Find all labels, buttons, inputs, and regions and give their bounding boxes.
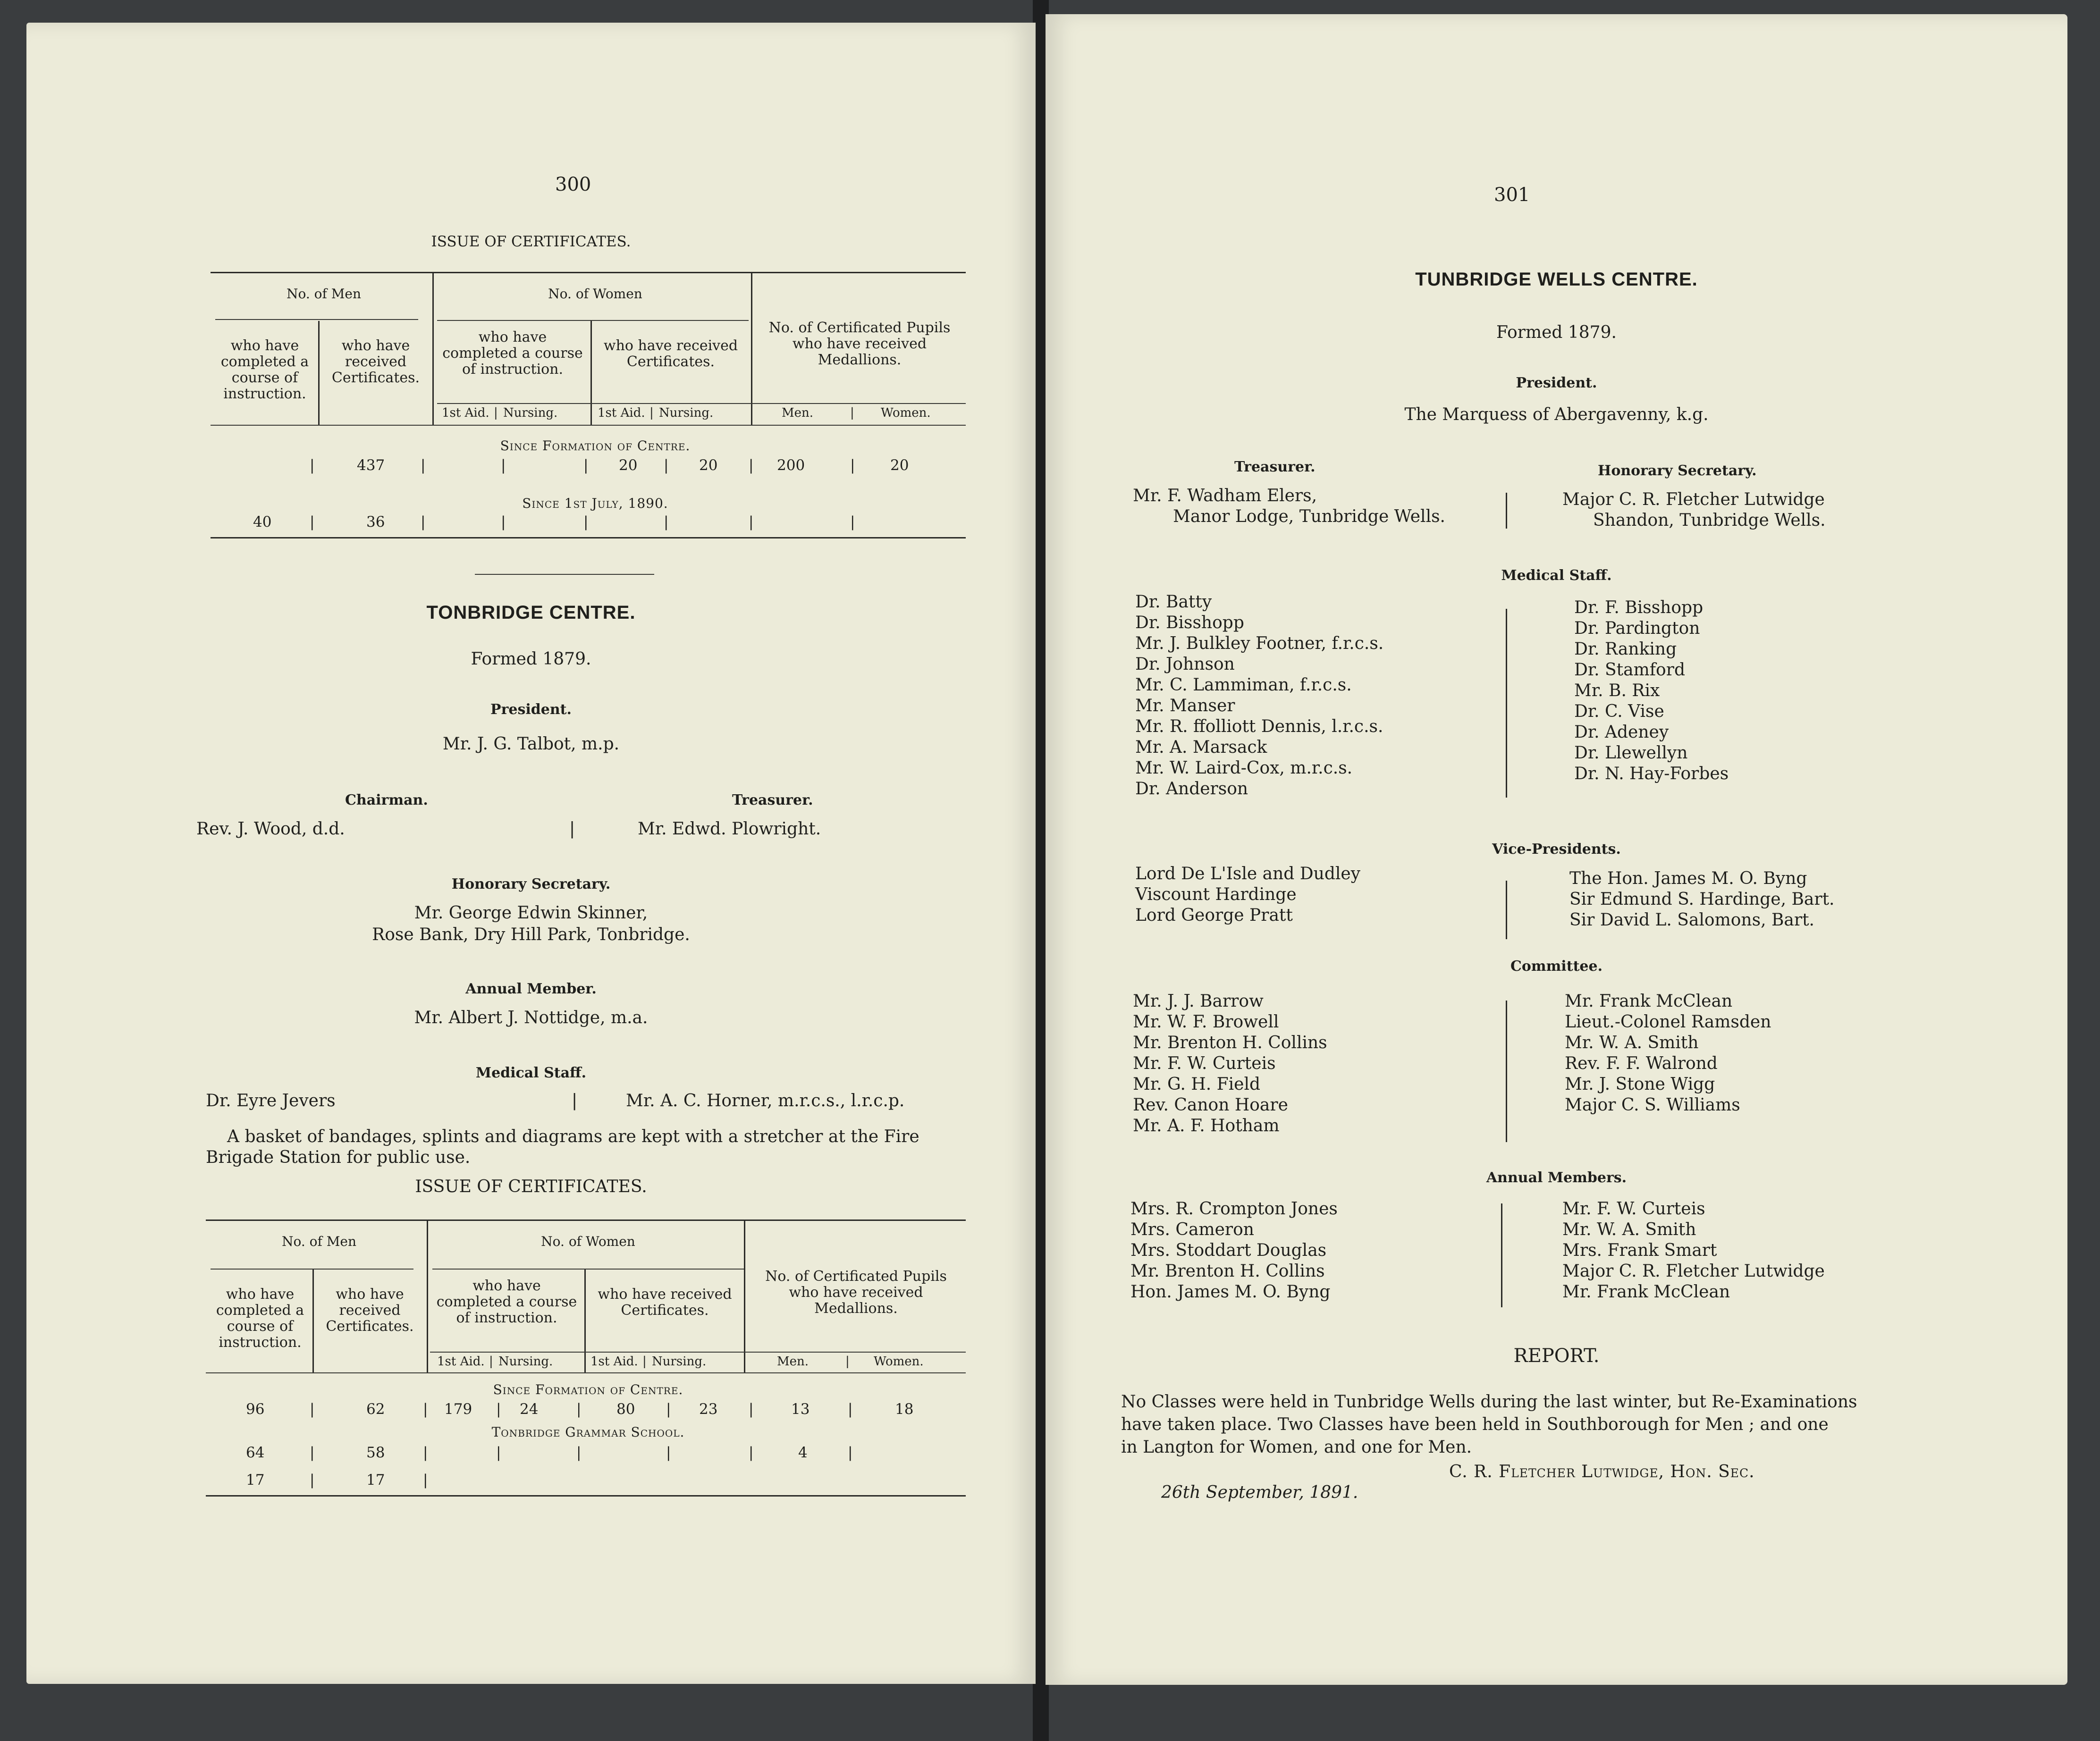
list-item: Dr. Stamford bbox=[1574, 660, 1685, 680]
list-item: Mr. Brenton H. Collins bbox=[1130, 1262, 1325, 1281]
header-men: Men. bbox=[777, 1354, 809, 1369]
hon-sec-name: Mr. George Edwin Skinner, bbox=[414, 903, 648, 923]
list-item: Mrs. R. Crompton Jones bbox=[1130, 1199, 1338, 1219]
header-no-of-women: No. of Women bbox=[541, 1234, 635, 1249]
header-men-completed: who have completed a course of instruction. bbox=[220, 337, 309, 402]
left-page: 300 ISSUE OF CERTIFICATES. No. of Men No. of Women who have completed a course of instruction. who have received Certificates. who have completed a course of instruction. who have received Certificates. No. of Certificated Pupils who have received Medallions. 1st Aid. | Nursing. 1st Aid. | Nursing. Men. | Women. Since Formation of Centre. | 437 | | | 20 | 20 | 200 | 20 Since 1st July, 1890. 40 | 36 | | | | | | TONBRIDGE CENTRE. Formed 1879. President. Mr. J. G. Talbot, m.p. Chairman. Treasurer. Rev. J. Wood, d.d. | Mr. Edwd. Plowright. Honorary Secretary. Mr. George Edwin Skinner, Rose Bank, Dry Hill Park, Tonbridge. Annual Member. Mr. Albert J. Nottidge, m.a. Medical Staff. Dr. Eyre Jevers | Mr. A. C. Horner, m.r.c.s., l.r.c.p. A basket of bandages, splints and diagrams are kept with a stretcher at the Fire Brigade Station for public use. ISSUE OF CERTIFICATES. No. of Men No. of Women who have completed a course of instruction. who have received Certificates. who have completed a course of instruction. who have received Certificates. No. of Certificated Pupils who have received Medallions. 1st Aid. | Nursing. 1st Aid. | Nursing. Men. | Women. Since Formation of Centre. 96 | 62 | 179 | 24 | 80 | 23 | 13 | 18 Tonbridge Grammar School. 64 | 58 | | | | | 4 | 17 | 17 | bbox=[26, 23, 1036, 1684]
treasurer-address: Manor Lodge, Tunbridge Wells. bbox=[1173, 507, 1446, 526]
annual-members-label: Annual Members. bbox=[1486, 1169, 1627, 1186]
header-nursing: Nursing. bbox=[659, 406, 714, 420]
hon-sec-address: Rose Bank, Dry Hill Park, Tonbridge. bbox=[372, 925, 690, 944]
header-first-aid: 1st Aid. bbox=[590, 1354, 638, 1369]
committee-label: Committee. bbox=[1510, 958, 1603, 975]
chairman-name: Rev. J. Wood, d.d. bbox=[196, 819, 345, 839]
list-item: Mr. W. F. Browell bbox=[1133, 1012, 1279, 1032]
header-men-received: who have received Certificates. bbox=[331, 337, 420, 386]
cell: 58 bbox=[366, 1444, 385, 1461]
medical-staff-right: Mr. A. C. Horner, m.r.c.s., l.r.c.p. bbox=[626, 1091, 905, 1110]
header-women-received: who have received Certificates. bbox=[598, 1286, 732, 1319]
list-item: Rev. Canon Hoare bbox=[1133, 1095, 1288, 1115]
list-item: Mr. R. ffolliott Dennis, l.r.c.s. bbox=[1135, 717, 1383, 736]
page-number: 301 bbox=[1494, 184, 1530, 206]
section-title: TUNBRIDGE WELLS CENTRE. bbox=[1415, 269, 1698, 290]
list-item: Mrs. Stoddart Douglas bbox=[1130, 1241, 1327, 1260]
note-line: Brigade Station for public use. bbox=[206, 1148, 471, 1167]
cell: 20 bbox=[699, 457, 718, 474]
list-item: Mr. J. J. Barrow bbox=[1133, 992, 1264, 1011]
president-name: The Marquess of Abergavenny, k.g. bbox=[1404, 405, 1709, 424]
list-item: Major C. S. Williams bbox=[1565, 1095, 1740, 1115]
list-item: Mr. A. Marsack bbox=[1135, 738, 1267, 757]
header-no-of-men: No. of Men bbox=[281, 1234, 357, 1249]
row-label-school: Tonbridge Grammar School. bbox=[491, 1424, 685, 1440]
list-item: Mr. W. A. Smith bbox=[1565, 1033, 1699, 1052]
cell: 17 bbox=[366, 1472, 385, 1489]
president-label: President. bbox=[1516, 375, 1597, 391]
cell: 20 bbox=[619, 457, 638, 474]
list-item: Mr. W. Laird-Cox, m.r.c.s. bbox=[1135, 758, 1353, 778]
right-page bbox=[1046, 14, 2067, 1685]
medical-staff-right-list bbox=[1574, 597, 1729, 784]
list-item: Hon. James M. O. Byng bbox=[1130, 1282, 1331, 1302]
cell: 24 bbox=[520, 1401, 539, 1418]
committee-right-list bbox=[1565, 991, 1771, 1116]
treasurer-label: Treasurer. bbox=[732, 792, 813, 808]
list-item: Sir Edmund S. Hardinge, Bart. bbox=[1569, 890, 1835, 909]
header-men-completed: who have completed a course of instruction. bbox=[216, 1286, 304, 1351]
list-item: Mr. J. Stone Wigg bbox=[1565, 1075, 1715, 1094]
hon-sec-address: Shandon, Tunbridge Wells. bbox=[1593, 511, 1826, 530]
report-line: in Langton for Women, and one for Men. bbox=[1121, 1438, 1472, 1457]
note-line: A basket of bandages, splints and diagrams are kept with a stretcher at the Fire bbox=[227, 1127, 919, 1146]
report-line: No Classes were held in Tunbridge Wells during the last winter, but Re-Examinations bbox=[1121, 1392, 1857, 1412]
vice-presidents-label: Vice-Presidents. bbox=[1492, 841, 1621, 858]
list-item: Rev. F. F. Walrond bbox=[1565, 1054, 1718, 1073]
header-first-aid: 1st Aid. bbox=[437, 1354, 485, 1369]
list-item: Mrs. Cameron bbox=[1130, 1220, 1254, 1239]
list-item: Mr. J. Bulkley Footner, f.r.c.s. bbox=[1135, 634, 1384, 653]
header-no-of-men: No. of Men bbox=[286, 286, 362, 302]
treasurer-label: Treasurer. bbox=[1234, 459, 1316, 475]
header-first-aid: 1st Aid. bbox=[598, 406, 645, 420]
cell: 62 bbox=[366, 1401, 385, 1418]
annual-member-name: Mr. Albert J. Nottidge, m.a. bbox=[414, 1008, 648, 1027]
header-nursing: Nursing. bbox=[652, 1354, 707, 1369]
report-line: have taken place. Two Classes have been held in Southborough for Men ; and one bbox=[1121, 1415, 1829, 1434]
cell: 20 bbox=[890, 457, 909, 474]
medical-staff-left-list bbox=[1135, 592, 1383, 799]
cell: 96 bbox=[246, 1401, 265, 1418]
header-men-received: who have received Certificates. bbox=[326, 1286, 414, 1335]
list-item: Mr. A. F. Hotham bbox=[1133, 1116, 1280, 1135]
treasurer-name: Mr. F. Wadham Elers, bbox=[1133, 486, 1317, 505]
list-item: Lieut.-Colonel Ramsden bbox=[1565, 1012, 1771, 1032]
cell: 200 bbox=[777, 457, 805, 474]
list-item: Mr. C. Lammiman, f.r.c.s. bbox=[1135, 675, 1352, 695]
list-item: Mr. W. A. Smith bbox=[1562, 1220, 1696, 1239]
committee-left-list bbox=[1133, 991, 1327, 1136]
list-item: Viscount Hardinge bbox=[1135, 885, 1297, 904]
report-date: 26th September, 1891. bbox=[1161, 1483, 1358, 1502]
list-item: Mr. F. W. Curteis bbox=[1562, 1199, 1705, 1219]
signature: C. R. Fletcher Lutwidge, Hon. Sec. bbox=[1449, 1462, 1755, 1481]
header-women: Women. bbox=[881, 406, 931, 420]
header-women-completed: who have completed a course of instruction. bbox=[442, 329, 583, 378]
list-item: Dr. Adeney bbox=[1574, 723, 1669, 742]
list-item: Dr. Ranking bbox=[1574, 639, 1677, 659]
annual-member-label: Annual Member. bbox=[465, 981, 597, 997]
chairman-label: Chairman. bbox=[345, 792, 428, 808]
header-nursing: Nursing. bbox=[498, 1354, 553, 1369]
cell: 179 bbox=[444, 1401, 472, 1418]
medical-staff-left: Dr. Eyre Jevers bbox=[206, 1091, 336, 1110]
list-item: Lord George Pratt bbox=[1135, 906, 1293, 925]
list-item: Major C. R. Fletcher Lutwidge bbox=[1562, 1262, 1825, 1281]
cell: 36 bbox=[366, 513, 385, 530]
row-label-since-july: Since 1st July, 1890. bbox=[522, 496, 668, 511]
list-item: Mr. Brenton H. Collins bbox=[1133, 1033, 1327, 1052]
header-men: Men. bbox=[782, 406, 814, 420]
hon-sec-label: Honorary Secretary. bbox=[1598, 463, 1757, 479]
header-women-completed: who have completed a course of instruction. bbox=[436, 1278, 577, 1326]
vice-presidents-left-list bbox=[1135, 864, 1360, 926]
report-title: REPORT. bbox=[1513, 1345, 1600, 1367]
header-women: Women. bbox=[874, 1354, 924, 1369]
header-first-aid: 1st Aid. bbox=[442, 406, 489, 420]
list-item: Dr. Llewellyn bbox=[1574, 743, 1688, 763]
medical-staff-label: Medical Staff. bbox=[475, 1065, 587, 1081]
formed-date: Formed 1879. bbox=[471, 649, 591, 669]
list-item: Mr. F. W. Curteis bbox=[1133, 1054, 1276, 1073]
list-item: Dr. Bisshopp bbox=[1135, 613, 1244, 632]
list-item: Mr. G. H. Field bbox=[1133, 1075, 1260, 1094]
list-item: Mr. Manser bbox=[1135, 696, 1235, 715]
list-item: Dr. N. Hay-Forbes bbox=[1574, 764, 1729, 783]
issue-title: ISSUE OF CERTIFICATES. bbox=[431, 233, 631, 250]
medical-staff-label: Medical Staff. bbox=[1501, 567, 1612, 584]
page-number: 300 bbox=[555, 174, 591, 195]
cell: 437 bbox=[357, 457, 385, 474]
row-label-since-formation: Since Formation of Centre. bbox=[493, 1382, 683, 1397]
vice-presidents-right-list bbox=[1569, 868, 1835, 931]
cell: 18 bbox=[895, 1401, 914, 1418]
section-title: TONBRIDGE CENTRE. bbox=[426, 602, 636, 623]
list-item: Dr. Pardington bbox=[1574, 619, 1700, 638]
cell: 40 bbox=[253, 513, 272, 530]
cell: 13 bbox=[791, 1401, 810, 1418]
header-women-received: who have received Certificates. bbox=[603, 337, 738, 370]
annual-members-left-list bbox=[1130, 1199, 1338, 1303]
list-item: Sir David L. Salomons, Bart. bbox=[1569, 910, 1814, 930]
list-item: The Hon. James M. O. Byng bbox=[1569, 869, 1807, 888]
list-item: Lord De L'Isle and Dudley bbox=[1135, 864, 1361, 883]
list-item: Dr. C. Vise bbox=[1574, 702, 1664, 721]
list-item: Dr. F. Bisshopp bbox=[1574, 598, 1704, 617]
president-label: President. bbox=[490, 701, 572, 718]
treasurer-name: Mr. Edwd. Plowright. bbox=[638, 819, 821, 839]
annual-members-right-list bbox=[1562, 1199, 1825, 1303]
issue-title: ISSUE OF CERTIFICATES. bbox=[415, 1177, 647, 1196]
section-divider bbox=[475, 574, 654, 575]
cell: 4 bbox=[798, 1444, 808, 1461]
header-certificated: No. of Certificated Pupils who have received Medallions. bbox=[765, 1268, 947, 1317]
header-certificated: No. of Certificated Pupils who have received Medallions. bbox=[768, 320, 951, 368]
cell: 17 bbox=[246, 1472, 265, 1489]
list-item: Mr. Frank McClean bbox=[1565, 992, 1733, 1011]
formed-date: Formed 1879. bbox=[1496, 323, 1617, 342]
list-item: Dr. Batty bbox=[1135, 592, 1212, 612]
list-item: Mr. Frank McClean bbox=[1562, 1282, 1730, 1302]
header-no-of-women: No. of Women bbox=[548, 286, 642, 302]
hon-sec-name: Major C. R. Fletcher Lutwidge bbox=[1562, 490, 1825, 509]
list-item: Dr. Anderson bbox=[1135, 779, 1248, 799]
president-name: Mr. J. G. Talbot, m.p. bbox=[442, 734, 620, 754]
hon-sec-label: Honorary Secretary. bbox=[451, 876, 611, 892]
list-item: Dr. Johnson bbox=[1135, 655, 1235, 674]
list-item: Mrs. Frank Smart bbox=[1562, 1241, 1717, 1260]
list-item: Mr. B. Rix bbox=[1574, 681, 1660, 700]
cell: 64 bbox=[246, 1444, 265, 1461]
header-nursing: Nursing. bbox=[503, 406, 558, 420]
cell: 80 bbox=[616, 1401, 635, 1418]
row-label-since-formation: Since Formation of Centre. bbox=[500, 438, 691, 454]
cell: 23 bbox=[699, 1401, 718, 1418]
